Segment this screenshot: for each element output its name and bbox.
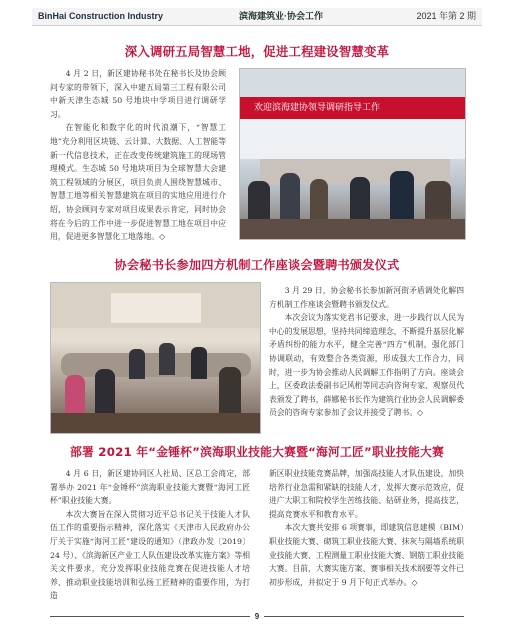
article-2-paragraph: 本次会议为落实党君书记要求，进一步践行以人民为中心的发展思想，坚持共同缔造理念，不断提升基层化解矛盾纠纷的能力水平，健全完善“四方”机制，强化部门协调联动，有效整合各类资源，形成强大工作合力，同时，进一步为协会推动人民调解工作指明了方向。座谈会上，区委政法委副书记风桁等同志向咨询专家、观察员代表颁发了聘书，薛娜秘书长作为建筑行业协会人民调解委员会的咨询专家参加了会议并接受了聘书。◇ xyxy=(269,313,464,418)
magazine-name: BinHai Construction Industry xyxy=(38,11,164,21)
article-1-paragraph: 在智能化和数字化的时代浪潮下，“智慧工地”充分利用区块链、云计算、大数据、人工智能等新一代信息技术，正在改变传统建筑施工的现场管理模式。生态城 50 号地块项目为全球智慧大会建筑工程领域的分展区，项目负责人围绕智慧城市、智慧工地等相关智慧建筑在项目的实地应用进行介绍，协会顾问专家对项目成果表示肯定，同时协会将在今后的工作中进一步促进智慧工地在项目中应用，促进更多智慧化工地落地。◇ xyxy=(50,123,226,242)
article-2-body xyxy=(269,284,464,420)
article-1-body xyxy=(50,67,226,244)
section-name: 滨海建筑业·协会工作 xyxy=(239,11,323,21)
article-3-left-column xyxy=(50,467,250,603)
site-visit-photo xyxy=(239,68,466,240)
meeting-photo xyxy=(50,282,261,434)
photo-banner: 欢迎滨海建协领导调研指导工作 xyxy=(240,97,465,119)
page-header xyxy=(32,8,482,26)
article-3-paragraph: 本次大赛共安排 6 项赛事，即建筑信息建模（BIM）职业技能大赛、砌筑工职业技能大赛、抹灰与隔墙系统职业技能大赛、工程测量工职业技能大赛、钢筋工职业技能大赛。目前，大赛实施方案、赛事相关技术纲要等文件已初步形成，并拟定于 9 月下旬正式举办。◇ xyxy=(269,523,464,587)
issue-label: 2021 年第 2 期 xyxy=(416,11,476,21)
article-1-paragraph: 4 月 2 日，新区建协秘书处在秘书长及协会顾问专家的带领下，深入中建五局第三工程有限公司中新天津生态城 50 号地块中学项目进行调研学习。 xyxy=(50,69,226,119)
article-3-right-column xyxy=(269,467,464,589)
article-3-paragraph: 4 月 6 日，新区建协同区人社局、区总工会商定，部署举办 2021 年“金锤杯”滨海职业技能大赛暨“海河工匠杯”职业技能大赛。 xyxy=(50,469,250,506)
article-2-title: 协会秘书长参加四方机制工作座谈会暨聘书颁发仪式 xyxy=(114,258,400,272)
article-3-paragraph: 新区职业技能竞赛品牌，加强高技能人才队伍建设，加快培养行业急需和紧缺的技能人才，发挥大赛示范效应，促进广大职工和院校学生苦练技能、钻研业务，提高技艺，提高竞赛水平和教育水平。 xyxy=(269,469,464,519)
page-number: 9 xyxy=(254,612,260,621)
article-2-paragraph: 3 月 29 日，协会秘书长参加新河街矛盾调处化解四方机制工作座谈会暨聘书颁发仪式。 xyxy=(269,286,464,309)
article-3-paragraph: 本次大赛旨在深入贯彻习近平总书记关于技能人才队伍工作的重要指示精神，深化落实《天津市人民政府办公厅关于实施“海河工匠”建设的通知》（津政办发〔2019〕24 号）、《滨海新区产业工人队伍建设改革实施方案》等相关文件要求，充分发挥职业技能竞赛在促进技能人才培养、推动职业技能培训和弘扬工匠精神的重要作用，为打造 xyxy=(50,509,250,601)
article-1-title: 深入调研五局智慧工地，促进工程建设智慧变革 xyxy=(124,44,390,59)
article-3-title: 部署 2021 年“金锤杯”滨海职业技能大赛暨“海河工匠”职业技能大赛 xyxy=(70,445,444,459)
